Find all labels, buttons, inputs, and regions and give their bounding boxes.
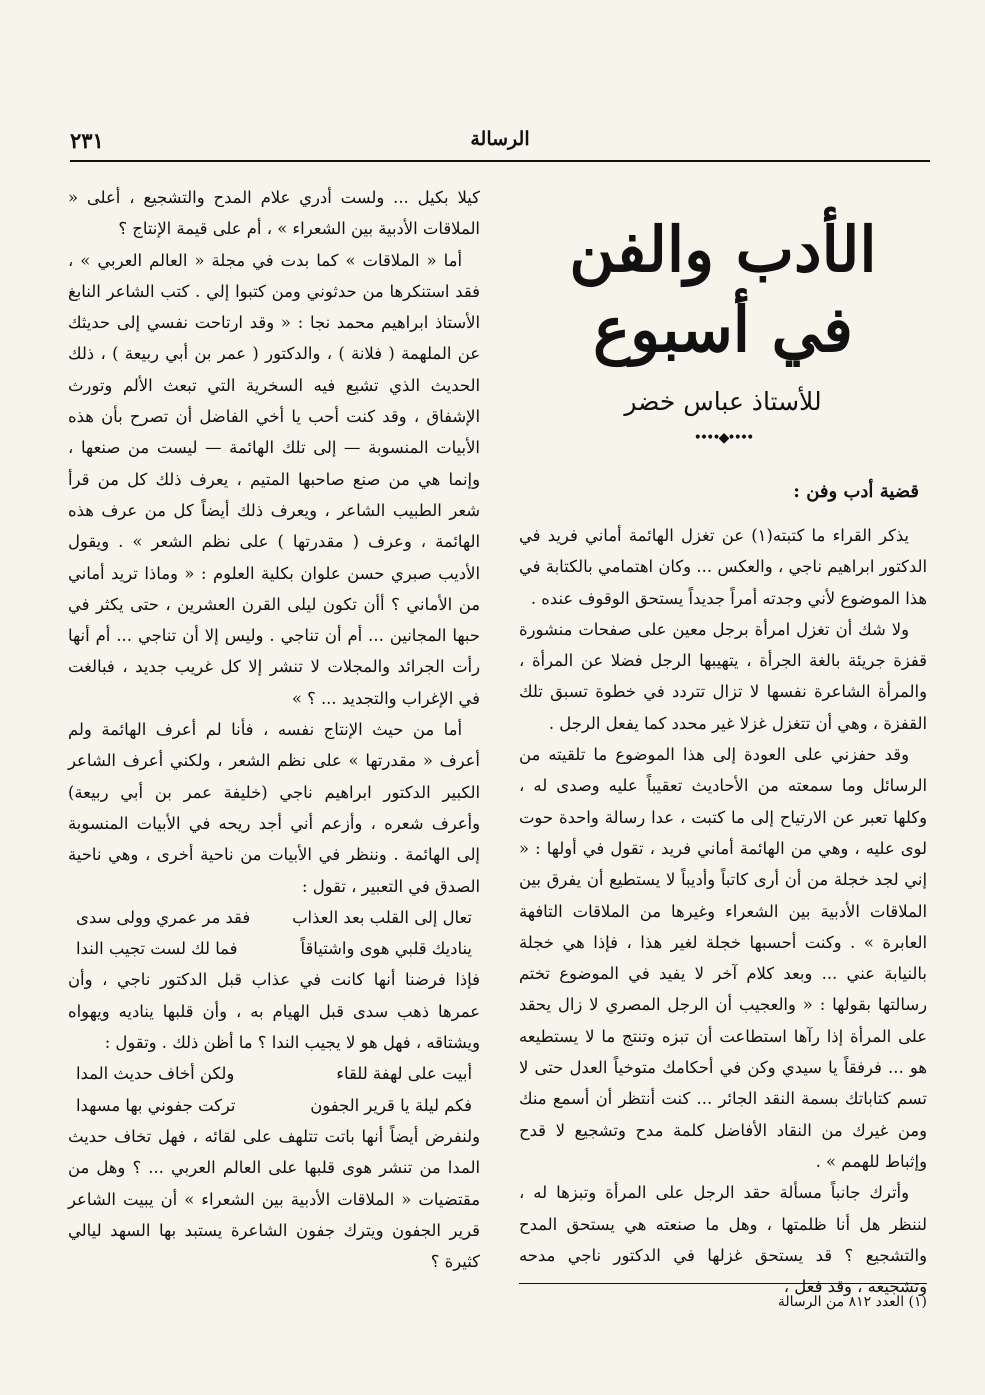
page-header	[70, 128, 930, 160]
verse-second-half: ولكن أخاف حديث المدا	[76, 1064, 235, 1084]
paragraph: كيلا بكيل ... ولست أدري علام المدح والتشجيع ، أعلى « الملاقات الأدبية بين الشعراء » ، أم على قيمة الإنتاج ؟	[68, 188, 480, 239]
verse-first-half: تعال إلى القلب بعد العذاب	[292, 907, 472, 927]
paragraph: أما « الملاقات » كما بدت في مجلة « العالم العربي » ، فقد استنكرها من حدثوني ومن كتبوا إلي . كتب الشاعر النابغ الأستاذ ابراهيم محمد نجا : « وقد ارتاحت نفسي إلى حديثك عن الملهمة ( فلانة ) ، والدكتور ( عمر بن أبي ربيعة ) ، ذلك الحديث الذي تشيع فيه السخرية التي تبعث الألم وتورث الإشفاق ، وقد كنت أحب يا أخي الفاضل أن تصرح بأن هذه الأبيات المنسوبة — إلى تلك الهائمة — ليست من صنعها ، وإنما هي من صنع صاحبها المتيم ، يعرف ذلك كل من قرأ شعر الطبيب الشاعر ، ويعرف ذلك أيضاً كل من عرف هذه الهائمة ، وعرف ( مقدرتها ) على نظم الشعر » . ويقول الأديب صبري حسن علوان بكلية العلوم : « وماذا تريد أماني من الأماني ؟ أأن تكون ليلى القرن العشرين ، حتى يكثر في حبها المجانين ... أم أن تناجي . وليس إلا أن تناجي ... أم أنها رأت الجرائد والمجلات لا تنشر إلا كل غريب جديد ، فبالغت في الإغراب والتجديد ... ؟ »	[68, 250, 480, 708]
article-title: الأدب والفن في أسبوع	[569, 213, 877, 366]
paragraph: وقد حفزني على العودة إلى هذا الموضوع ما تلقيته من الرسائل وما سمعته من الأحاديث تعقيباً عليه وصدى له ، وكلها تعبر عن الارتياح إلى ما كتبت ، عدا رسالة واحدة حوت لوى عليه ، وهي من الهائمة أماني فريد ، تقول في أولها : « إني لجد خجلة من أن أرى كاتباً وأديباً لا يستطيع أن يفرق بين الملاقات الأدبية بين الشعراء وغيرها من الملاقات التافهة العابرة » . وكنت أحسبها خجلة لغير هذا ، فإذا هي خجلة بالنيابة عني ... وبعد كلام آخر لا يفيد في الموضوع تختم رسالتها بقولها : « والعجيب أن الرجل المصري لا زال يحقد على المرأة إذا رآها استطاعت أن تبزه وتنتج ما لا يستطيعه هو ... فرفقاً يا سيدي وكن في أحكامك متوخياً العدل حتى لا تسم كتاباتك بسمة النقد الجائر ... كنت أنتظر أن أسمع منك ومن غيرك من النقاد الأفاضل كلمة مدح وتشجيع لا قدح وإثباط للهمم » .	[519, 745, 927, 1171]
paragraph: فإذا فرضنا أنها كانت في عذاب قبل الدكتور ناجي ، وأن عمرها ذهب سدى قبل الهيام به ، وأن قلبها يناديه ويهواه ويشتاقه ، فهل هو لا يجيب الندا ؟ ما أظن ذلك . وتقول :	[68, 970, 481, 1053]
poem-verse	[68, 902, 480, 933]
footnote: (١) العدد ٨١٢ من الرسالة	[777, 1294, 927, 1310]
verse-first-half: أبيت على لهفة للقاء	[336, 1064, 472, 1084]
verse-second-half: تركت جفوني بها مسهدا	[76, 1095, 236, 1115]
footnote-divider	[519, 1283, 927, 1284]
poem-verse	[68, 1090, 480, 1121]
paragraph: ولنفرض أيضاً أنها باتت تتلهف على لقائه ، فهل تخاف حديث المدا من تنشر هوى قلبها على العالم العربي ... ؟ وهل من مقتضيات « الملاقات الأدبية بين الشعراء » أن يبيت الشاعر قرير الجفون ويترك جفون الشاعرة يستبد بها السهد ليالي كثيرة ؟	[68, 1126, 480, 1272]
section-heading: قضية أدب وفن :	[793, 481, 919, 502]
poem-verse	[68, 1058, 480, 1089]
paragraph: أما من حيث الإنتاج نفسه ، فأنا لم أعرف الهائمة ولم أعرف « مقدرتها » على نظم الشعر ، ولكني أعرف الشاعر الكبير الدكتور ابراهيم ناجي (خليفة عمر بن أبي ربيعة) وأعرف شعره ، وأزعم أني أجد ريحه في الأبيات المنسوبة إلى الهائمة . وننظر في الأبيات من ناحية أخرى ، وهي ناحية الصدق في التعبير ، تقول :	[68, 720, 480, 896]
verse-second-half: فما لك لست تجيب الندا	[76, 939, 238, 959]
paragraph: وأترك جانباً مسألة حقد الرجل على المرأة وتبزها له ، لننظر هل أنا ظلمتها ، وهل ما صنعته هي يستحق المدح والتشجيع ؟ قد يستحق غزلها في الدكتور ناجي مدحه وتشجيعه ، وقد فعل ،	[519, 1183, 927, 1297]
article-author: للأستاذ عباس خضر	[624, 387, 822, 416]
verse-first-half: فكم ليلة يا قرير الجفون	[310, 1095, 472, 1115]
page-number: ٢٣١	[70, 128, 104, 153]
magazine-name: الرسالة	[470, 128, 530, 150]
paragraph: ولا شك أن تغزل امرأة برجل معين على صفحات منشورة قفزة جريئة بالغة الجرأة ، يتهيبها الرجل فضلا عن المرأة ، والمرأة الشاعرة نفسها لا تزال تتردد في خطوة تسبق تلك القفزة ، وهي أن تتغزل غزلا غير محدد كما يفعل الرجل .	[519, 619, 927, 733]
paragraph: يذكر القراء ما كتبته(١) عن تغزل الهائمة أماني فريد في الدكتور ابراهيم ناجي ، والعكس ... وكان اهتمامي بالكتابة في هذا الموضوع لأني وجدته أمراً جديداً يستحق الوقوف عنده .	[519, 526, 927, 608]
ornament-divider: ••••◆••••	[693, 430, 753, 446]
left-column	[68, 182, 480, 1277]
right-column	[519, 182, 927, 1302]
verse-first-half: يناديك قلبي هوى واشتياقاً	[300, 939, 472, 959]
poem-verse	[68, 933, 480, 964]
header-divider	[70, 160, 930, 162]
verse-second-half: فقد مر عمري وولى سدى	[76, 907, 251, 927]
